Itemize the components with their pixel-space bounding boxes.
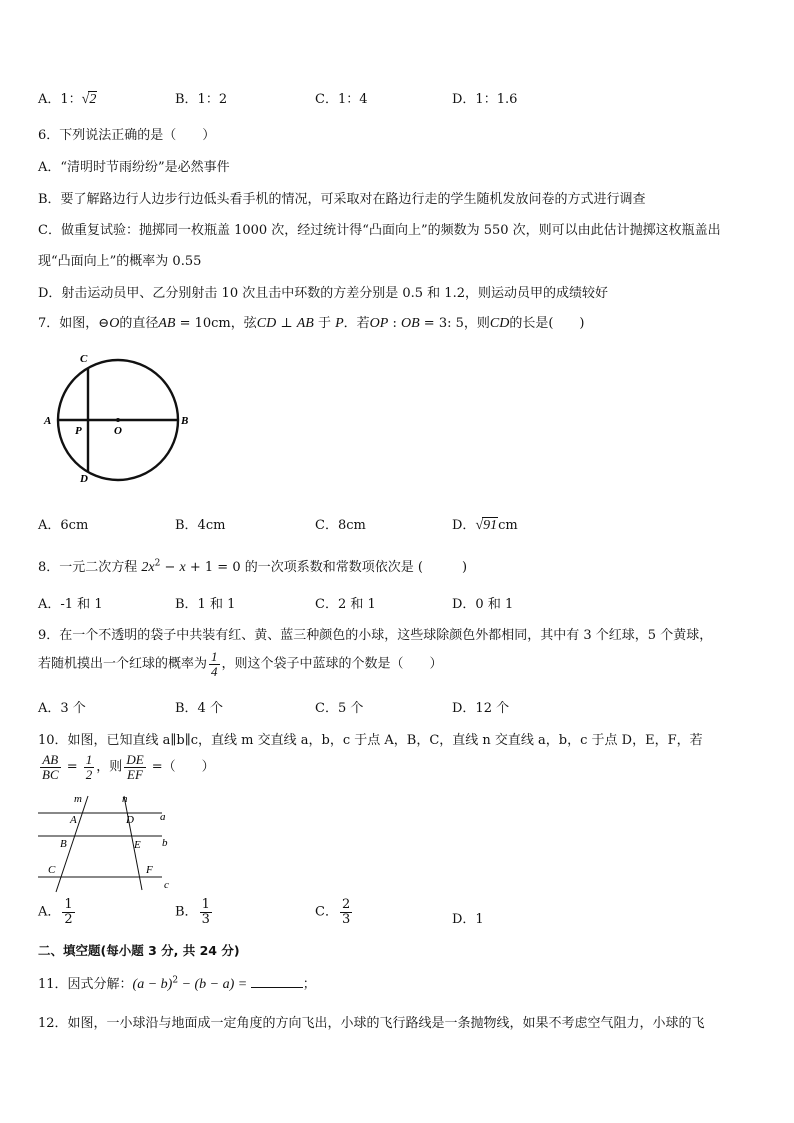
q6-stem: 6．下列说法正确的是（ ）	[38, 128, 216, 143]
q10-option-d[interactable]: D．1	[452, 912, 484, 927]
q12-stem: 12．如图，一小球沿与地面成一定角度的方向飞出，小球的飞行路线是一条抛物线，如果不考虑空气阻力，小球的飞	[38, 1016, 705, 1031]
q10-stem-line1: 10．如图，已知直线 a∥b∥c，直线 m 交直线 a，b，c 于点 A，B，C，直线 n 交直线 a，b，c 于点 D，E，F，若	[38, 733, 703, 748]
q7-label-d: D	[80, 473, 88, 485]
q9-stem-line2: 若随机摸出一个红球的概率为 $\frac{1}{4}$ ，则这个袋子中蓝球的个数是（ ）	[38, 649, 443, 679]
q8-option-a[interactable]: A．-1 和 1	[38, 597, 103, 612]
q10-parallel-lines-figure	[34, 790, 184, 894]
q10-label-B: B	[60, 838, 67, 850]
q8-option-c[interactable]: C．2 和 1	[315, 597, 376, 612]
q7-label-a: A	[44, 415, 52, 427]
q7-option-c[interactable]: C．8cm	[315, 518, 366, 533]
q10-label-c: c	[164, 879, 169, 891]
q6-option-b[interactable]: B．要了解路边行人边步行边低头看手机的情况，可采取对在路边行走的学生随机发放问卷的方式进行调查	[38, 192, 646, 207]
q10-label-F: F	[146, 864, 153, 876]
q9-option-d[interactable]: D．12 个	[452, 701, 510, 716]
q10-label-a: a	[160, 811, 166, 823]
q8-stem: 8．一元二次方程 $2x^2 - x + 1 = 0$ 的一次项系数和常数项依次是 ( )	[38, 558, 468, 575]
q10-label-m: m	[74, 793, 82, 805]
q10-option-a[interactable]: A． $\frac{1}{2}$	[38, 897, 73, 927]
q5-option-a[interactable]: A．1：√2	[38, 92, 97, 107]
q7-option-b[interactable]: B．4cm	[175, 518, 226, 533]
q10-label-n: n	[122, 793, 128, 805]
q6-option-a[interactable]: A．“清明时节雨纷纷”是必然事件	[38, 160, 230, 175]
q10-label-E: E	[134, 839, 141, 851]
q10-option-c[interactable]: C． $\frac{2}{3}$	[315, 897, 351, 927]
q10-label-b: b	[162, 837, 168, 849]
q7-center-point	[116, 418, 120, 422]
q10-option-b[interactable]: B． $\frac{1}{3}$	[175, 897, 210, 927]
q9-stem-line1: 9．在一个不透明的袋子中共装有红、黄、蓝三种颜色的小球，这些球除颜色外都相同，其中有 3 个红球，5 个黄球，	[38, 628, 713, 643]
q7-circle-figure	[40, 348, 200, 488]
q5-option-d[interactable]: D．1：1.6	[452, 92, 518, 107]
q6-option-d[interactable]: D．射击运动员甲、乙分别射击 10 次且击中环数的方差分别是 0.5 和 1.2，则运动员甲的成绩较好	[38, 286, 608, 301]
q6-option-c-line2[interactable]: 现“凸面向上”的概率为 0.55	[38, 254, 202, 269]
q9-option-c[interactable]: C．5 个	[315, 701, 364, 716]
q5-option-b[interactable]: B．1：2	[175, 92, 228, 107]
q5-option-c[interactable]: C．1：4	[315, 92, 368, 107]
q9-option-a[interactable]: A．3 个	[38, 701, 86, 716]
q10-label-C: C	[48, 864, 56, 876]
q8-option-d[interactable]: D．0 和 1	[452, 597, 514, 612]
q9-option-b[interactable]: B．4 个	[175, 701, 223, 716]
q7-label-o: O	[114, 425, 122, 437]
q7-label-p: P	[75, 425, 82, 437]
q10-label-D: D	[126, 814, 134, 826]
q11-stem: 11．因式分解：$(a - b)^2 - (b - a)$ = ；	[38, 975, 316, 992]
q7-stem: 7．如图，⊖O的直径AB = 10cm，弦CD ⊥ AB 于 P．若OP : OB = 3: 5，则CD的长是( )	[38, 316, 585, 331]
q7-label-c: C	[80, 353, 88, 365]
q7-option-a[interactable]: A．6cm	[38, 518, 89, 533]
q8-option-b[interactable]: B．1 和 1	[175, 597, 236, 612]
q6-option-c-line1[interactable]: C．做重复试验：抛掷同一枚瓶盖 1000 次，经过统计得“凸面向上”的频数为 550 次，则可以由此估计抛掷这枚瓶盖出	[38, 223, 721, 238]
section2-title: 二、填空题(每小题 3 分, 共 24 分)	[38, 943, 240, 958]
q10-label-A: A	[70, 814, 77, 826]
q7-option-d[interactable]: D．√91cm	[452, 518, 518, 533]
q7-label-b: B	[181, 415, 189, 427]
q10-stem-line2: $\frac{AB}{BC}$ = $\frac{1}{2}$ ，则 $\frac{DE}{EF}$ =（ ）	[42, 752, 215, 782]
q11-answer-blank[interactable]	[251, 975, 303, 988]
